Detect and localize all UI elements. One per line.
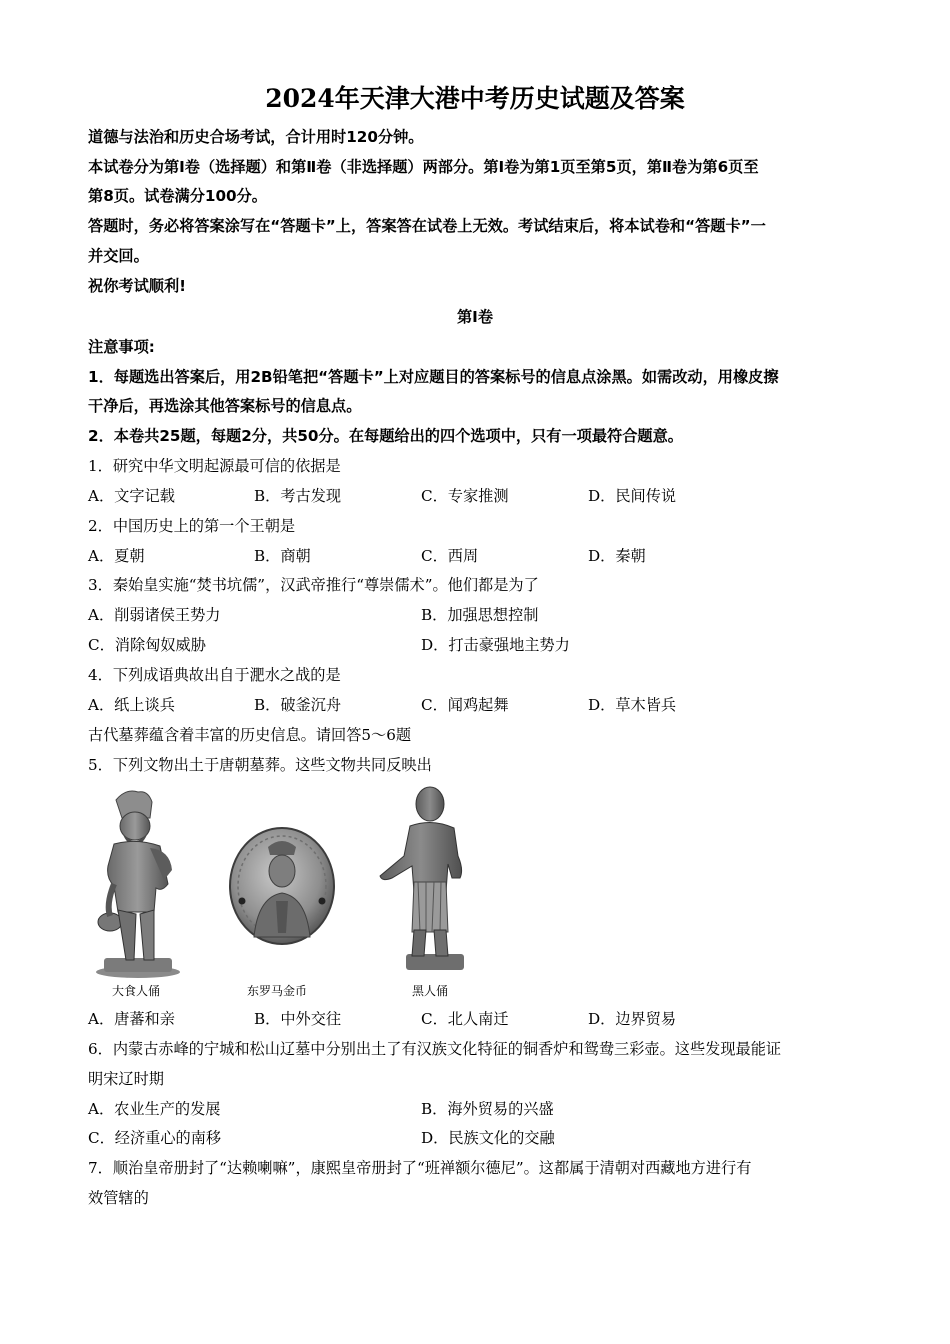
intro-line: 本试卷分为第Ⅰ卷（选择题）和第Ⅱ卷（非选择题）两部分。第Ⅰ卷为第1页至第5页，第Ⅱ卷为第6页至: [88, 158, 759, 176]
question-1-option-c: C．专家推测: [421, 487, 509, 505]
intro-line: 道德与法治和历史合场考试，合计用时120分钟。: [88, 128, 424, 146]
intro-line: 并交回。: [88, 247, 149, 265]
question-5-option-c: C．北人南迁: [421, 1010, 509, 1028]
question-7-stem: 7．顺治皇帝册封了“达赖喇嘛”，康熙皇帝册封了“班禅额尔德尼”。这都属于清朝对西藏地方进行有: [88, 1159, 752, 1177]
question-6-stem: 6．内蒙古赤峰的宁城和松山辽墓中分别出土了有汉族文化特征的铜香炉和鸳鸯三彩壶。这些发现最能证: [88, 1040, 782, 1058]
question-2-option-b: B．商朝: [254, 547, 311, 565]
question-1-stem: 1．研究中华文明起源最可信的依据是: [88, 457, 341, 475]
question-2-option-d: D．秦朝: [588, 547, 646, 565]
question-1-option-a: A．文字记载: [88, 487, 175, 505]
dashi-figurine-image: [92, 788, 184, 980]
intro-line: 祝你考试顺利!: [88, 277, 187, 295]
question-5-option-d: D．边界贸易: [588, 1010, 677, 1028]
question-7-stem: 效管辖的: [88, 1189, 149, 1207]
question-5-option-a: A．唐蕃和亲: [88, 1010, 175, 1028]
page-title: 2024年天津大港中考历史试题及答案: [265, 84, 685, 113]
question-1-option-b: B．考古发现: [254, 487, 342, 505]
caption-dashi-figurine: 大食人俑: [112, 984, 161, 998]
question-3-option-b: B．加强思想控制: [421, 606, 539, 624]
question-3-option-d: D．打击豪强地主势力: [421, 636, 570, 654]
question-3-stem: 3．秦始皇实施“焚书坑儒”，汉武帝推行“尊崇儒术”。他们都是为了: [88, 576, 539, 594]
question-4-option-d: D．草木皆兵: [588, 696, 677, 714]
question-6-option-a: A．农业生产的发展: [88, 1100, 221, 1118]
african-figurine-image: [374, 782, 474, 974]
question-4-option-b: B．破釜沉舟: [254, 696, 342, 714]
question-group-intro: 古代墓葬蕴含着丰富的历史信息。请回答5～6题: [88, 726, 412, 744]
question-4-option-c: C．闻鸡起舞: [421, 696, 509, 714]
question-4-option-a: A．纸上谈兵: [88, 696, 175, 714]
question-2-stem: 2．中国历史上的第一个王朝是: [88, 517, 296, 535]
question-6-option-d: D．民族文化的交融: [421, 1129, 555, 1147]
intro-line: 答题时，务必将答案涂写在“答题卡”上，答案答在试卷上无效。考试结束后，将本试卷和“答题卡”一: [88, 217, 766, 235]
question-5-stem: 5．下列文物出土于唐朝墓葬。这些文物共同反映出: [88, 756, 432, 774]
notice-item: 干净后，再选涂其他答案标号的信息点。: [88, 397, 362, 415]
question-3-option-a: A．削弱诸侯王势力: [88, 606, 221, 624]
caption-african-figurine: 黑人俑: [412, 984, 449, 998]
question-1-option-d: D．民间传说: [588, 487, 677, 505]
intro-line: 第8页。试卷满分100分。: [88, 187, 267, 205]
question-6-option-b: B．海外贸易的兴盛: [421, 1100, 554, 1118]
byzantine-gold-coin-image: [228, 825, 336, 947]
notice-item: 1．每题选出答案后，用2B铅笔把“答题卡”上对应题目的答案标号的信息点涂黑。如需改动，用橡皮擦: [88, 368, 779, 386]
question-5-option-b: B．中外交往: [254, 1010, 342, 1028]
question-6-stem: 明宋辽时期: [88, 1070, 164, 1088]
notice-heading: 注意事项:: [88, 338, 155, 356]
question-4-stem: 4．下列成语典故出自于淝水之战的是: [88, 666, 341, 684]
question-3-option-c: C．消除匈奴威胁: [88, 636, 206, 654]
section-title: 第Ⅰ卷: [456, 308, 494, 326]
question-6-option-c: C．经济重心的南移: [88, 1129, 222, 1147]
question-2-option-a: A．夏朝: [88, 547, 145, 565]
caption-byzantine-coin: 东罗马金币: [247, 984, 308, 998]
notice-item: 2．本卷共25题，每题2分，共50分。在每题给出的四个选项中，只有一项最符合题意。: [88, 427, 683, 445]
question-2-option-c: C．西周: [421, 547, 479, 565]
